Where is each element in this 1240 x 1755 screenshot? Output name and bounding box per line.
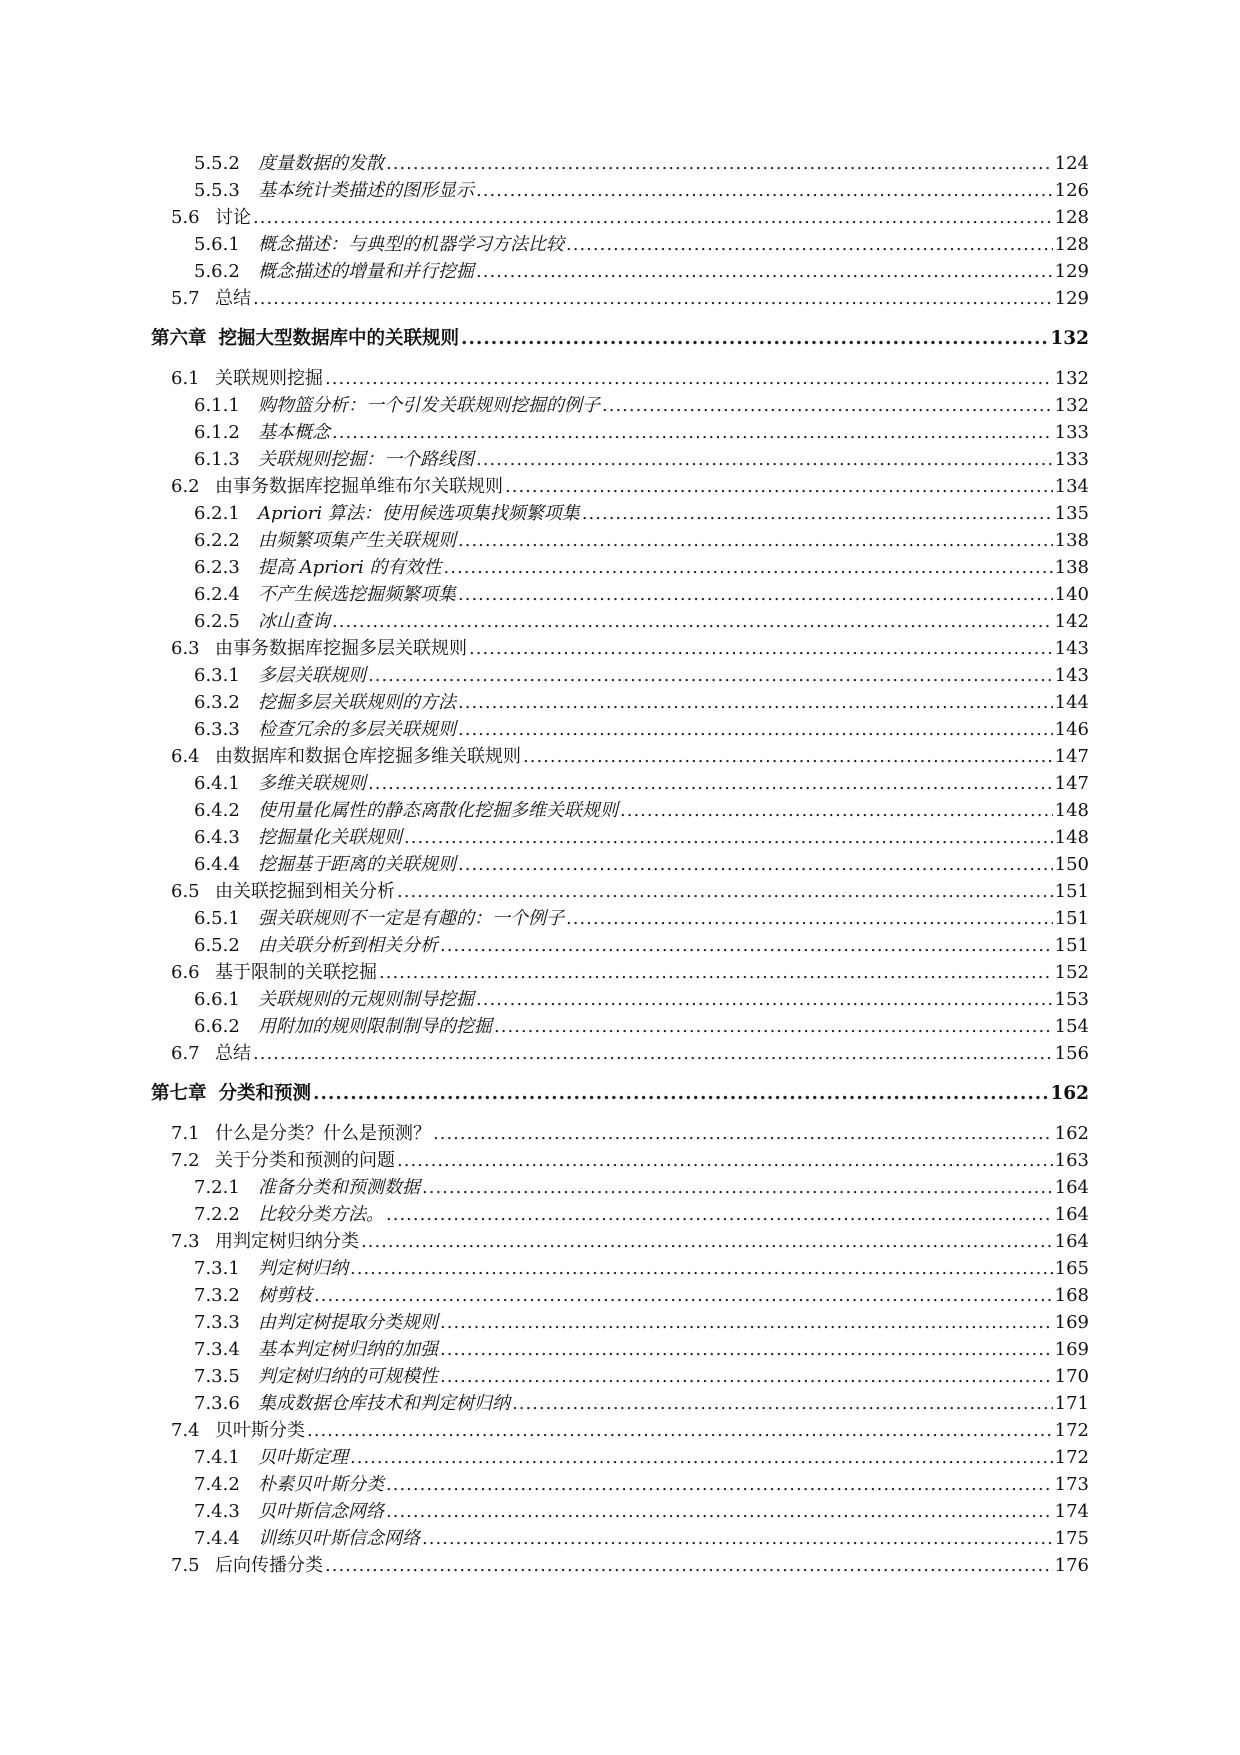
- toc-entry[interactable]: [151, 1552, 1089, 1579]
- dot-leader: [361, 1228, 1053, 1255]
- toc-entry-title: 挖掘多层关联规则的方法: [258, 692, 456, 713]
- toc-entry-number: 7.3.3: [194, 1312, 240, 1333]
- toc-entry-number: 7.3.5: [194, 1366, 240, 1387]
- toc-entry[interactable]: [151, 1336, 1089, 1363]
- toc-entry-number: 7.3.1: [194, 1258, 240, 1279]
- toc-entry-page-number: 128: [1054, 234, 1089, 255]
- dot-leader: [379, 959, 1053, 986]
- toc-entry-title: 多层关联规则: [258, 665, 366, 686]
- toc-entry-page-number: 165: [1054, 1258, 1089, 1279]
- toc-entry[interactable]: [151, 1013, 1089, 1040]
- toc-entry-title: 比较分类方法。: [258, 1204, 384, 1225]
- dot-leader: [397, 878, 1053, 905]
- toc-entry[interactable]: [151, 932, 1089, 959]
- toc-entry[interactable]: [151, 581, 1089, 608]
- toc-entry-title: 冰山查询: [258, 611, 330, 632]
- toc-entry-page-number: 163: [1054, 1150, 1089, 1171]
- toc-entry-page-number: 169: [1054, 1312, 1089, 1333]
- toc-entry-number: 6.1: [171, 368, 200, 389]
- toc-entry[interactable]: [151, 1498, 1089, 1525]
- toc-entry[interactable]: [151, 527, 1089, 554]
- toc-entry-number: 6.5.1: [194, 908, 240, 929]
- toc-entry-page-number: 153: [1054, 989, 1089, 1010]
- toc-entry-page-number: 128: [1054, 207, 1089, 228]
- dot-leader: [440, 1363, 1053, 1390]
- toc-entry-title: 朴素贝叶斯分类: [258, 1474, 384, 1495]
- toc-entry-page-number: 162: [1050, 1083, 1089, 1104]
- toc-entry[interactable]: [151, 986, 1089, 1013]
- toc-entry-title: 总结: [215, 288, 251, 309]
- dot-leader: [476, 177, 1053, 204]
- toc-entry-page-number: 174: [1054, 1501, 1089, 1522]
- toc-entry[interactable]: [151, 1525, 1089, 1552]
- toc-entry-number: 7.1: [171, 1123, 200, 1144]
- dot-leader: [461, 325, 1048, 352]
- toc-entry-page-number: 129: [1054, 261, 1089, 282]
- toc-entry-title: 多维关联规则: [258, 773, 366, 794]
- dot-leader: [253, 204, 1053, 231]
- dot-leader: [458, 851, 1053, 878]
- dot-leader: [253, 285, 1053, 312]
- toc-entry-title: 由事务数据库挖掘单维布尔关联规则: [215, 476, 503, 497]
- toc-entry-title: 提高 Apriori 的有效性: [258, 557, 442, 578]
- toc-entry-number: 6.1.3: [194, 449, 240, 470]
- toc-chapter-entry[interactable]: [151, 325, 1089, 352]
- toc-entry-title: 用判定树归纳分类: [215, 1231, 359, 1252]
- toc-entry[interactable]: [151, 797, 1089, 824]
- toc-entry-number: 7.3.4: [194, 1339, 240, 1360]
- toc-entry[interactable]: [151, 743, 1089, 770]
- toc-entry-title: 关联规则的元规则制导挖掘: [258, 989, 474, 1010]
- toc-entry-page-number: 172: [1054, 1420, 1089, 1441]
- toc-entry-page-number: 126: [1054, 180, 1089, 201]
- toc-entry[interactable]: [151, 285, 1089, 312]
- toc-entry-number: 6.2.4: [194, 584, 240, 605]
- toc-entry-number: 5.5.3: [194, 180, 240, 201]
- toc-entry[interactable]: [151, 204, 1089, 231]
- toc-entry[interactable]: [151, 177, 1089, 204]
- toc-entry[interactable]: [151, 878, 1089, 905]
- toc-entry[interactable]: [151, 1228, 1089, 1255]
- toc-entry[interactable]: [151, 635, 1089, 662]
- toc-entry[interactable]: [151, 1282, 1089, 1309]
- dot-leader: [368, 770, 1053, 797]
- dot-leader: [404, 824, 1053, 851]
- toc-entry-page-number: 151: [1054, 908, 1089, 929]
- toc-entry-page-number: 133: [1054, 449, 1089, 470]
- toc-entry[interactable]: [151, 959, 1089, 986]
- toc-entry-number: 5.7: [171, 288, 200, 309]
- toc-entry-page-number: 144: [1054, 692, 1089, 713]
- toc-entry-page-number: 143: [1054, 665, 1089, 686]
- toc-entry-page-number: 138: [1054, 530, 1089, 551]
- toc-entry-page-number: 135: [1054, 503, 1089, 524]
- toc-entry-page-number: 162: [1054, 1123, 1089, 1144]
- toc-entry-title: 不产生候选挖掘频繁项集: [258, 584, 456, 605]
- toc-entry-number: 5.6.2: [194, 261, 240, 282]
- toc-entry-title: 贝叶斯定理: [258, 1447, 348, 1468]
- dot-leader: [444, 554, 1053, 581]
- dot-leader: [476, 446, 1053, 473]
- toc-entry-title: 由关联挖掘到相关分析: [215, 881, 395, 902]
- toc-entry[interactable]: [151, 716, 1089, 743]
- toc-entry-number: 6.6.1: [194, 989, 240, 1010]
- toc-entry[interactable]: [151, 446, 1089, 473]
- toc-entry-page-number: 148: [1054, 800, 1089, 821]
- toc-entry-title: 基本统计类描述的图形显示: [258, 180, 474, 201]
- dot-leader: [314, 1282, 1053, 1309]
- toc-entry[interactable]: [151, 1444, 1089, 1471]
- toc-entry-title: 购物篮分析：一个引发关联规则挖掘的例子: [258, 395, 600, 416]
- dot-leader: [440, 1336, 1053, 1363]
- toc-entry-title: 由事务数据库挖掘多层关联规则: [215, 638, 467, 659]
- toc-entry-title: 判定树归纳的可规模性: [258, 1366, 438, 1387]
- dot-leader: [476, 986, 1053, 1013]
- toc-entry-title: 贝叶斯分类: [215, 1420, 305, 1441]
- dot-leader: [350, 1255, 1053, 1282]
- toc-entry-page-number: 140: [1054, 584, 1089, 605]
- toc-entry-number: 6.2.2: [194, 530, 240, 551]
- toc-entry[interactable]: [151, 1363, 1089, 1390]
- toc-entry-page-number: 156: [1054, 1043, 1089, 1064]
- toc-entry-page-number: 132: [1050, 328, 1089, 349]
- toc-entry[interactable]: [151, 608, 1089, 635]
- dot-leader: [469, 635, 1053, 662]
- toc-entry-page-number: 173: [1054, 1474, 1089, 1495]
- toc-entry-page-number: 172: [1054, 1447, 1089, 1468]
- toc-entry-number: 6.3.3: [194, 719, 240, 740]
- toc-entry[interactable]: [151, 1309, 1089, 1336]
- toc-entry-title: 什么是分类？什么是预测？: [215, 1123, 431, 1144]
- dot-leader: [313, 1080, 1048, 1107]
- toc-entry-number: 6.2.1: [194, 503, 240, 524]
- toc-entry-title: 概念描述：与典型的机器学习方法比较: [258, 234, 564, 255]
- toc-entry-title: 讨论: [215, 207, 251, 228]
- dot-leader: [512, 1390, 1053, 1417]
- toc-entry[interactable]: [151, 1147, 1089, 1174]
- toc-entry-number: 7.3: [171, 1231, 200, 1252]
- toc-entry-number: 5.5.2: [194, 153, 240, 174]
- dot-leader: [566, 905, 1053, 932]
- dot-leader: [458, 527, 1053, 554]
- toc-entry-page-number: 164: [1054, 1204, 1089, 1225]
- toc-entry-page-number: 164: [1054, 1177, 1089, 1198]
- toc-entry[interactable]: [151, 419, 1089, 446]
- toc-entry-page-number: 146: [1054, 719, 1089, 740]
- dot-leader: [325, 1552, 1053, 1579]
- toc-entry-page-number: 175: [1054, 1528, 1089, 1549]
- toc-entry[interactable]: [151, 905, 1089, 932]
- toc-entry-number: 6.6.2: [194, 1016, 240, 1037]
- toc-entry[interactable]: [151, 1174, 1089, 1201]
- toc-entry-number: 6.5: [171, 881, 200, 902]
- dot-leader: [458, 716, 1053, 743]
- toc-entry-page-number: 170: [1054, 1366, 1089, 1387]
- dot-leader: [422, 1525, 1053, 1552]
- toc-entry-title: 基本判定树归纳的加强: [258, 1339, 438, 1360]
- toc-entry-number: 7.2.2: [194, 1204, 240, 1225]
- toc-entry-title: 度量数据的发散: [258, 153, 384, 174]
- toc-entry[interactable]: [151, 1471, 1089, 1498]
- dot-leader: [397, 1147, 1053, 1174]
- toc-entry-number: 6.3.2: [194, 692, 240, 713]
- toc-entry-number: 6.2.5: [194, 611, 240, 632]
- toc-entry[interactable]: [151, 473, 1089, 500]
- toc-entry[interactable]: [151, 1417, 1089, 1444]
- toc-entry[interactable]: [151, 851, 1089, 878]
- toc-entry-number: 7.4.2: [194, 1474, 240, 1495]
- toc-entry-page-number: 142: [1054, 611, 1089, 632]
- dot-leader: [433, 1120, 1053, 1147]
- dot-leader: [505, 473, 1053, 500]
- dot-leader: [523, 743, 1053, 770]
- toc-entry-number: 6.4.4: [194, 854, 240, 875]
- dot-leader: [566, 231, 1053, 258]
- toc-entry-number: 7.5: [171, 1555, 200, 1576]
- toc-entry[interactable]: [151, 392, 1089, 419]
- toc-entry-title: 由频繁项集产生关联规则: [258, 530, 456, 551]
- toc-entry-title: 挖掘量化关联规则: [258, 827, 402, 848]
- toc-entry-number: 7.3.6: [194, 1393, 240, 1414]
- toc-entry-title: 准备分类和预测数据: [258, 1177, 420, 1198]
- toc-entry-title: 挖掘大型数据库中的关联规则: [218, 328, 460, 349]
- toc-entry-number: 6.4.1: [194, 773, 240, 794]
- toc-entry-page-number: 143: [1054, 638, 1089, 659]
- toc-entry-page-number: 147: [1054, 746, 1089, 767]
- toc-entry-title: 树剪枝: [258, 1285, 312, 1306]
- toc-entry-title: 总结: [215, 1043, 251, 1064]
- toc-entry-page-number: 171: [1054, 1393, 1089, 1414]
- dot-leader: [386, 1471, 1053, 1498]
- dot-leader: [386, 1201, 1053, 1228]
- toc-entry-title: 关于分类和预测的问题: [215, 1150, 395, 1171]
- toc-entry-page-number: 151: [1054, 935, 1089, 956]
- toc-entry-number: 6.4.2: [194, 800, 240, 821]
- toc-entry-number: 6.3: [171, 638, 200, 659]
- toc-entry-page-number: 134: [1054, 476, 1089, 497]
- toc-entry[interactable]: [151, 258, 1089, 285]
- toc-entry-title: 关联规则挖掘: [215, 368, 323, 389]
- toc-entry[interactable]: [151, 1040, 1089, 1067]
- toc-entry[interactable]: [151, 1390, 1089, 1417]
- toc-entry-number: 7.4.1: [194, 1447, 240, 1468]
- toc-entry-title: 集成数据仓库技术和判定树归纳: [258, 1393, 510, 1414]
- toc-entry-title: 检查冗余的多层关联规则: [258, 719, 456, 740]
- toc-entry-title: 贝叶斯信念网络: [258, 1501, 384, 1522]
- dot-leader: [440, 1309, 1053, 1336]
- toc-entry-number: 7.2.1: [194, 1177, 240, 1198]
- toc-entry-title: 概念描述的增量和并行挖掘: [258, 261, 474, 282]
- toc-entry-title: 由数据库和数据仓库挖掘多维关联规则: [215, 746, 521, 767]
- dot-leader: [307, 1417, 1053, 1444]
- toc-entry[interactable]: [151, 689, 1089, 716]
- toc-entry-page-number: 148: [1054, 827, 1089, 848]
- toc-entry-page-number: 164: [1054, 1231, 1089, 1252]
- toc-entry-number: 5.6: [171, 207, 200, 228]
- toc-entry-title: 由关联分析到相关分析: [258, 935, 438, 956]
- dot-leader: [602, 392, 1053, 419]
- toc-entry-page-number: 138: [1054, 557, 1089, 578]
- dot-leader: [253, 1040, 1053, 1067]
- toc-entry[interactable]: [151, 150, 1089, 177]
- dot-leader: [350, 1444, 1053, 1471]
- toc-entry-title: 基本概念: [258, 422, 330, 443]
- dot-leader: [386, 150, 1053, 177]
- toc-entry-number: 6.4.3: [194, 827, 240, 848]
- toc-entry[interactable]: [151, 231, 1089, 258]
- toc-entry-title: 强关联规则不一定是有趣的：一个例子: [258, 908, 564, 929]
- toc-entry-page-number: 147: [1054, 773, 1089, 794]
- dot-leader: [458, 689, 1053, 716]
- toc-entry-title: Apriori 算法：使用候选项集找频繁项集: [258, 503, 580, 524]
- toc-entry-page-number: 132: [1054, 368, 1089, 389]
- toc-entry-number: 7.4.4: [194, 1528, 240, 1549]
- toc-entry-title: 用附加的规则限制制导的挖掘: [258, 1016, 492, 1037]
- toc-entry-number: 7.4.3: [194, 1501, 240, 1522]
- toc-entry-page-number: 129: [1054, 288, 1089, 309]
- toc-entry-number: 6.3.1: [194, 665, 240, 686]
- toc-entry-title: 挖掘基于距离的关联规则: [258, 854, 456, 875]
- dot-leader: [620, 797, 1053, 824]
- toc-entry-title: 由判定树提取分类规则: [258, 1312, 438, 1333]
- toc-entry-page-number: 150: [1054, 854, 1089, 875]
- table-of-contents: [151, 150, 1089, 1579]
- dot-leader: [422, 1174, 1053, 1201]
- dot-leader: [458, 581, 1053, 608]
- dot-leader: [440, 932, 1053, 959]
- toc-entry-page-number: 151: [1054, 881, 1089, 902]
- toc-entry-page-number: 132: [1054, 395, 1089, 416]
- toc-entry-number: 6.5.2: [194, 935, 240, 956]
- toc-entry-number: 第七章: [151, 1083, 207, 1104]
- toc-entry-page-number: 169: [1054, 1339, 1089, 1360]
- toc-entry[interactable]: [151, 365, 1089, 392]
- toc-entry-number: 6.7: [171, 1043, 200, 1064]
- toc-entry-title: 后向传播分类: [215, 1555, 323, 1576]
- dot-leader: [476, 258, 1053, 285]
- toc-entry-title: 使用量化属性的静态离散化挖掘多维关联规则: [258, 800, 618, 821]
- toc-entry-number: 6.2: [171, 476, 200, 497]
- dot-leader: [325, 365, 1053, 392]
- toc-entry[interactable]: [151, 554, 1089, 581]
- toc-entry-title: 关联规则挖掘：一个路线图: [258, 449, 474, 470]
- toc-entry-page-number: 154: [1054, 1016, 1089, 1037]
- toc-entry-title: 分类和预测: [218, 1083, 312, 1104]
- toc-entry-page-number: 176: [1054, 1555, 1089, 1576]
- toc-entry[interactable]: [151, 770, 1089, 797]
- toc-entry-number: 7.4: [171, 1420, 200, 1441]
- toc-entry-page-number: 124: [1054, 153, 1089, 174]
- toc-entry-number: 7.3.2: [194, 1285, 240, 1306]
- dot-leader: [582, 500, 1053, 527]
- toc-entry-page-number: 133: [1054, 422, 1089, 443]
- toc-entry-number: 第六章: [151, 328, 207, 349]
- dot-leader: [386, 1498, 1053, 1525]
- toc-entry-number: 5.6.1: [194, 234, 240, 255]
- toc-entry-number: 6.2.3: [194, 557, 240, 578]
- toc-entry[interactable]: [151, 824, 1089, 851]
- dot-leader: [494, 1013, 1053, 1040]
- toc-entry[interactable]: [151, 1120, 1089, 1147]
- toc-entry-page-number: 168: [1054, 1285, 1089, 1306]
- toc-entry-number: 7.2: [171, 1150, 200, 1171]
- toc-entry-number: 6.4: [171, 746, 200, 767]
- dot-leader: [332, 608, 1053, 635]
- dot-leader: [368, 662, 1053, 689]
- toc-entry[interactable]: [151, 500, 1089, 527]
- toc-entry[interactable]: [151, 1255, 1089, 1282]
- toc-entry-title: 训练贝叶斯信念网络: [258, 1528, 420, 1549]
- toc-entry[interactable]: [151, 662, 1089, 689]
- toc-entry-number: 6.1.2: [194, 422, 240, 443]
- toc-entry-page-number: 152: [1054, 962, 1089, 983]
- toc-chapter-entry[interactable]: [151, 1080, 1089, 1107]
- dot-leader: [332, 419, 1053, 446]
- toc-entry-title: 判定树归纳: [258, 1258, 348, 1279]
- toc-entry-number: 6.6: [171, 962, 200, 983]
- toc-entry[interactable]: [151, 1201, 1089, 1228]
- toc-entry-title: 基于限制的关联挖掘: [215, 962, 377, 983]
- toc-entry-number: 6.1.1: [194, 395, 240, 416]
